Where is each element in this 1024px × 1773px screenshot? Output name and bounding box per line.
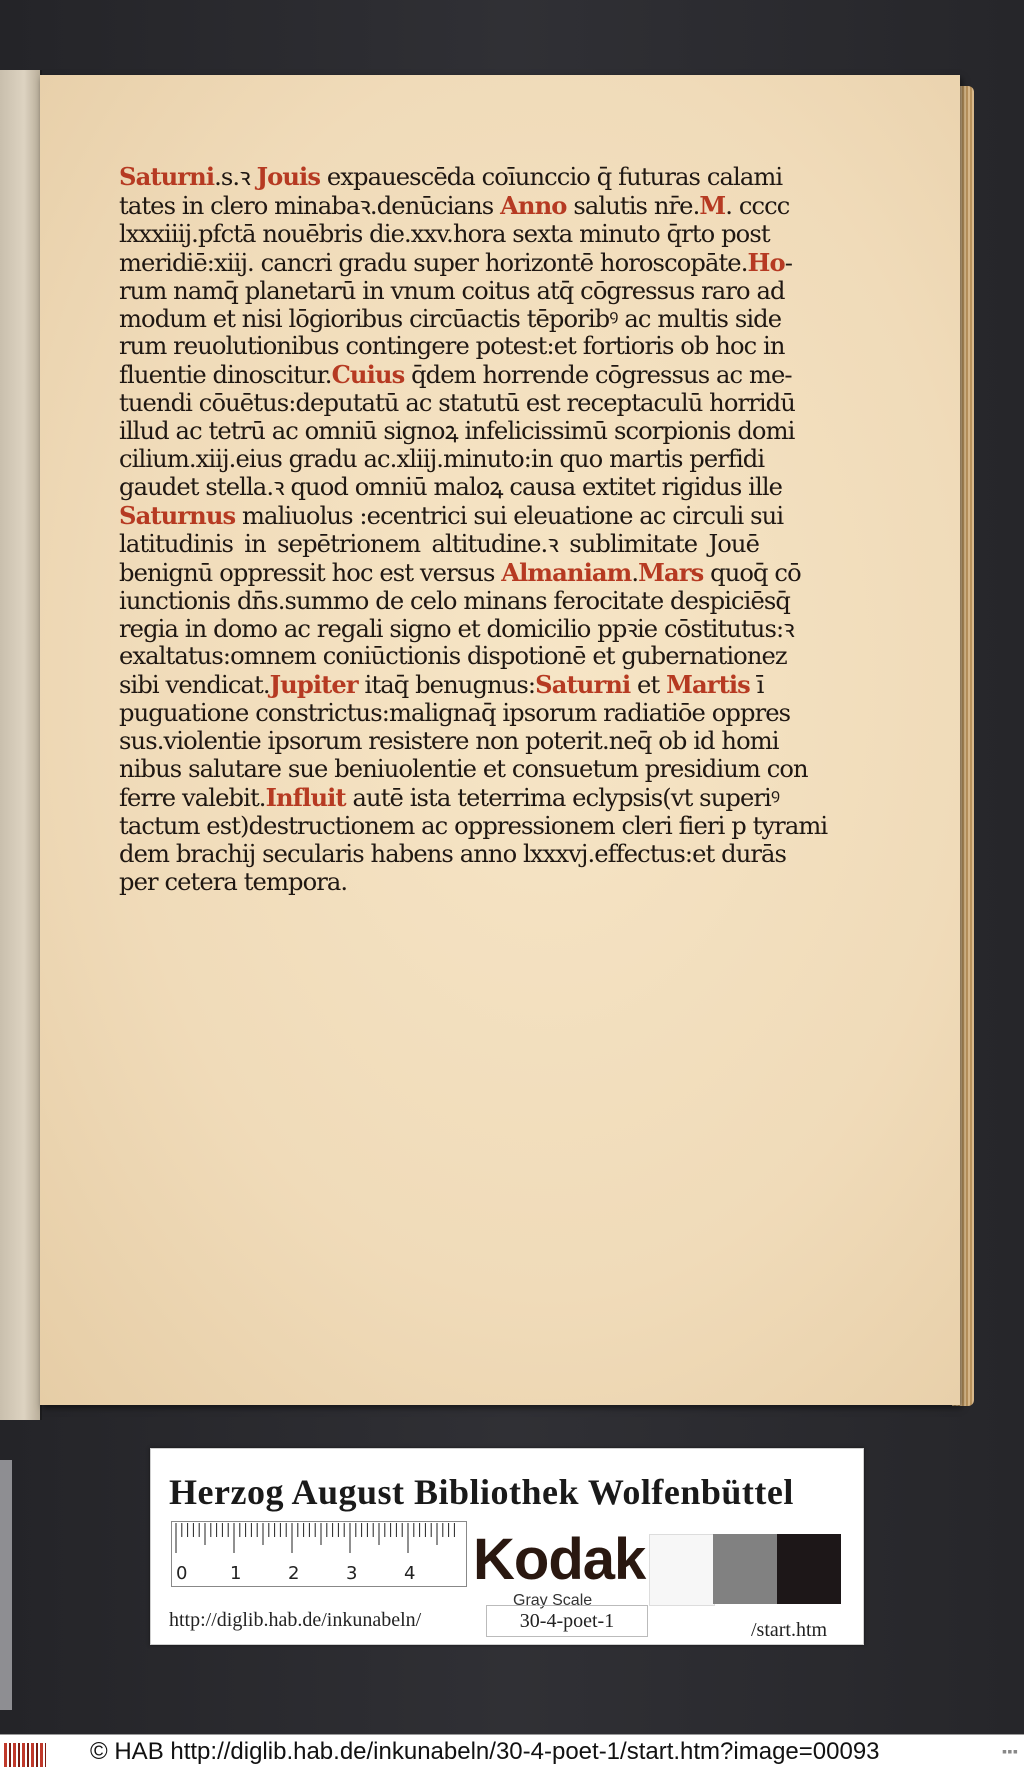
text-line <box>119 190 790 221</box>
text-line <box>119 219 770 249</box>
collection-url: http://diglib.hab.de/inkunabeln/ <box>169 1609 422 1631</box>
text-segment: modum et nisi lōgioribus circūactis tēporibꝰ ac multis side <box>119 304 782 333</box>
text-segment: salutis nr̄e. <box>566 191 700 220</box>
ruler-number: 4 <box>404 1563 416 1584</box>
library-name: Herzog August Bibliothek Wolfenbüttel <box>169 1472 794 1512</box>
footer-corner-mark: ▪▪▪ <box>1001 1747 1018 1757</box>
text-line <box>119 531 759 559</box>
text-segment: per cetera tempora. <box>119 867 348 896</box>
text-segment: ī <box>749 671 764 700</box>
text-line <box>119 782 780 813</box>
gray-patch-white <box>649 1534 715 1606</box>
ruler-number: 2 <box>288 1563 300 1584</box>
text-line <box>119 614 794 644</box>
rubricated-initial: Jupiter <box>269 670 358 700</box>
text-segment: benignū oppressit hoc est versus <box>119 558 502 587</box>
text-segment: sus.violentie ipsorum resistere non poterit.neq̄ ob id homi <box>119 727 779 756</box>
ruler-number: 1 <box>230 1563 242 1584</box>
text-segment: fluentie dinoscitur. <box>119 361 332 390</box>
book-page <box>40 75 960 1405</box>
text-segment: cilium.xiij.eius gradu ac.xliij.minuto:in quo martis perfidi <box>119 445 765 474</box>
text-segment: latitudinis in sepētrionem altitudine.ꝛ sublimitate Jouē <box>119 529 759 558</box>
text-segment: tactum est)destructionem ac oppressionem cleri fieri p tyrami <box>119 811 828 840</box>
rubricated-initial: Anno <box>500 190 567 220</box>
measurement-ruler <box>171 1521 467 1587</box>
library-label-card <box>150 1448 864 1645</box>
gray-patch-black <box>777 1534 841 1604</box>
rubricated-initial: Jouis <box>256 162 321 191</box>
shelfmark: 30-4-poet-1 <box>486 1605 648 1637</box>
ruler-frame <box>172 1522 467 1587</box>
start-page-url: /start.htm <box>751 1619 828 1641</box>
text-line <box>119 642 787 671</box>
text-segment: et <box>630 671 667 700</box>
text-line <box>119 500 784 531</box>
text-segment: tuendi cōuētus:deputatū ac statutū est receptaculū horridū <box>119 389 795 418</box>
ruler-number: 3 <box>346 1563 358 1584</box>
text-line <box>119 869 759 897</box>
text-segment: exaltatus:omnem coniūctionis dispotionē et gubernationez <box>119 642 787 671</box>
text-segment: gaudet stella.ꝛ quod omniū maloꝝ causa extitet rigidus ille <box>119 472 783 501</box>
text-line <box>119 276 785 306</box>
kodak-brand: Kodak <box>473 1527 646 1592</box>
text-segment: autē ista teterrima eclypsis(vt superiꝰ <box>345 783 780 812</box>
text-segment: rum namq̄ planetarū in vnum coitus atq̄ cōgressus raro ad <box>119 276 785 305</box>
text-segment: q̄dem horrende cōgressus ac me- <box>404 361 792 390</box>
text-line <box>119 389 795 418</box>
text-line <box>119 586 790 616</box>
text-line <box>119 699 791 728</box>
text-segment: nibus salutare sue beniuolentie et consuetum presidium con <box>119 755 808 784</box>
text-segment: iunctionis dn̄s.summo de celo minans ferocitate despiciēsq̄ <box>119 586 790 615</box>
text-line <box>119 839 787 869</box>
text-segment: itaq̄ benugnus: <box>357 671 536 700</box>
ruler-number: 0 <box>176 1563 188 1584</box>
rubricated-initial: Ho <box>747 247 785 277</box>
text-segment: puguatione constrictus:malignaq̄ ipsorum radiatiōe oppres <box>119 699 791 728</box>
text-segment: rum reuolutionibus contingere potest:et fortioris ob hoc in <box>119 332 785 361</box>
text-segment: meridiē:xiij. cancri gradu super horizontē horoscopāte. <box>119 248 748 277</box>
rubricated-initial: Influit <box>265 782 346 812</box>
rubricated-initial: Martis <box>666 670 750 700</box>
text-line <box>119 811 828 841</box>
text-line <box>119 472 783 502</box>
left-page-stack <box>0 1460 12 1710</box>
rubricated-initial: Almaniam <box>501 557 632 587</box>
rubricated-initial: Saturni <box>535 670 631 700</box>
text-segment: sibi vendicat. <box>119 671 270 700</box>
footer-permalink[interactable]: © HAB http://diglib.hab.de/inkunabeln/30-4-poet-1/start.htm?image=00093 <box>90 1738 880 1765</box>
rubricated-initial: Saturni <box>119 162 215 191</box>
gray-patch-mid <box>713 1534 777 1604</box>
text-segment: regia in domo ac regali signo et domicilio ppꝛie cōstitutus:ꝛ <box>119 614 794 643</box>
text-block <box>119 162 828 897</box>
text-line <box>119 755 808 784</box>
rubricated-initial: Cuius <box>331 360 405 390</box>
text-line <box>119 670 764 700</box>
text-segment: . cccc <box>725 191 790 220</box>
text-line <box>119 247 792 278</box>
gray-scale-caption: Gray Scale <box>513 1592 593 1609</box>
rubricated-initial: Mars <box>638 557 704 587</box>
text-segment: tates in clero minabaꝛ.denūcians <box>119 191 501 220</box>
text-line <box>119 445 765 474</box>
text-line <box>119 727 779 756</box>
text-segment: lxxxiiij.pfctā nouēbris die.xxv.hora sexta minuto q̄rto post <box>119 219 770 248</box>
text-line <box>119 417 795 446</box>
text-segment: .s.ꝛ <box>214 163 257 191</box>
rubricated-initial: Saturnus <box>119 500 236 530</box>
text-segment: dem brachij secularis habens anno lxxxvj.effectus:et durās <box>119 839 787 868</box>
left-page-edge <box>0 70 42 1420</box>
barcode-logo-icon <box>4 1743 46 1767</box>
rubricated-initial: M <box>699 190 726 220</box>
text-line <box>119 304 782 334</box>
text-segment: expauescēda coīunccio q̄ futuras calami <box>320 163 783 191</box>
text-line <box>119 332 785 361</box>
footer-bar <box>0 1734 1024 1773</box>
text-segment: . <box>631 558 639 587</box>
text-line <box>119 360 792 390</box>
text-line <box>119 162 783 192</box>
text-line <box>119 557 801 588</box>
text-segment: quoq̄ cō <box>703 558 801 587</box>
text-segment: ferre valebit. <box>119 783 266 812</box>
text-segment: - <box>784 248 792 277</box>
text-segment: maliuolus :ecentrici sui eleuatione ac circuli sui <box>235 501 784 530</box>
text-segment: illud ac tetrū ac omniū signoꝝ infelicissimū scorpionis domi <box>119 417 795 446</box>
ruler-ticks <box>172 1522 467 1587</box>
